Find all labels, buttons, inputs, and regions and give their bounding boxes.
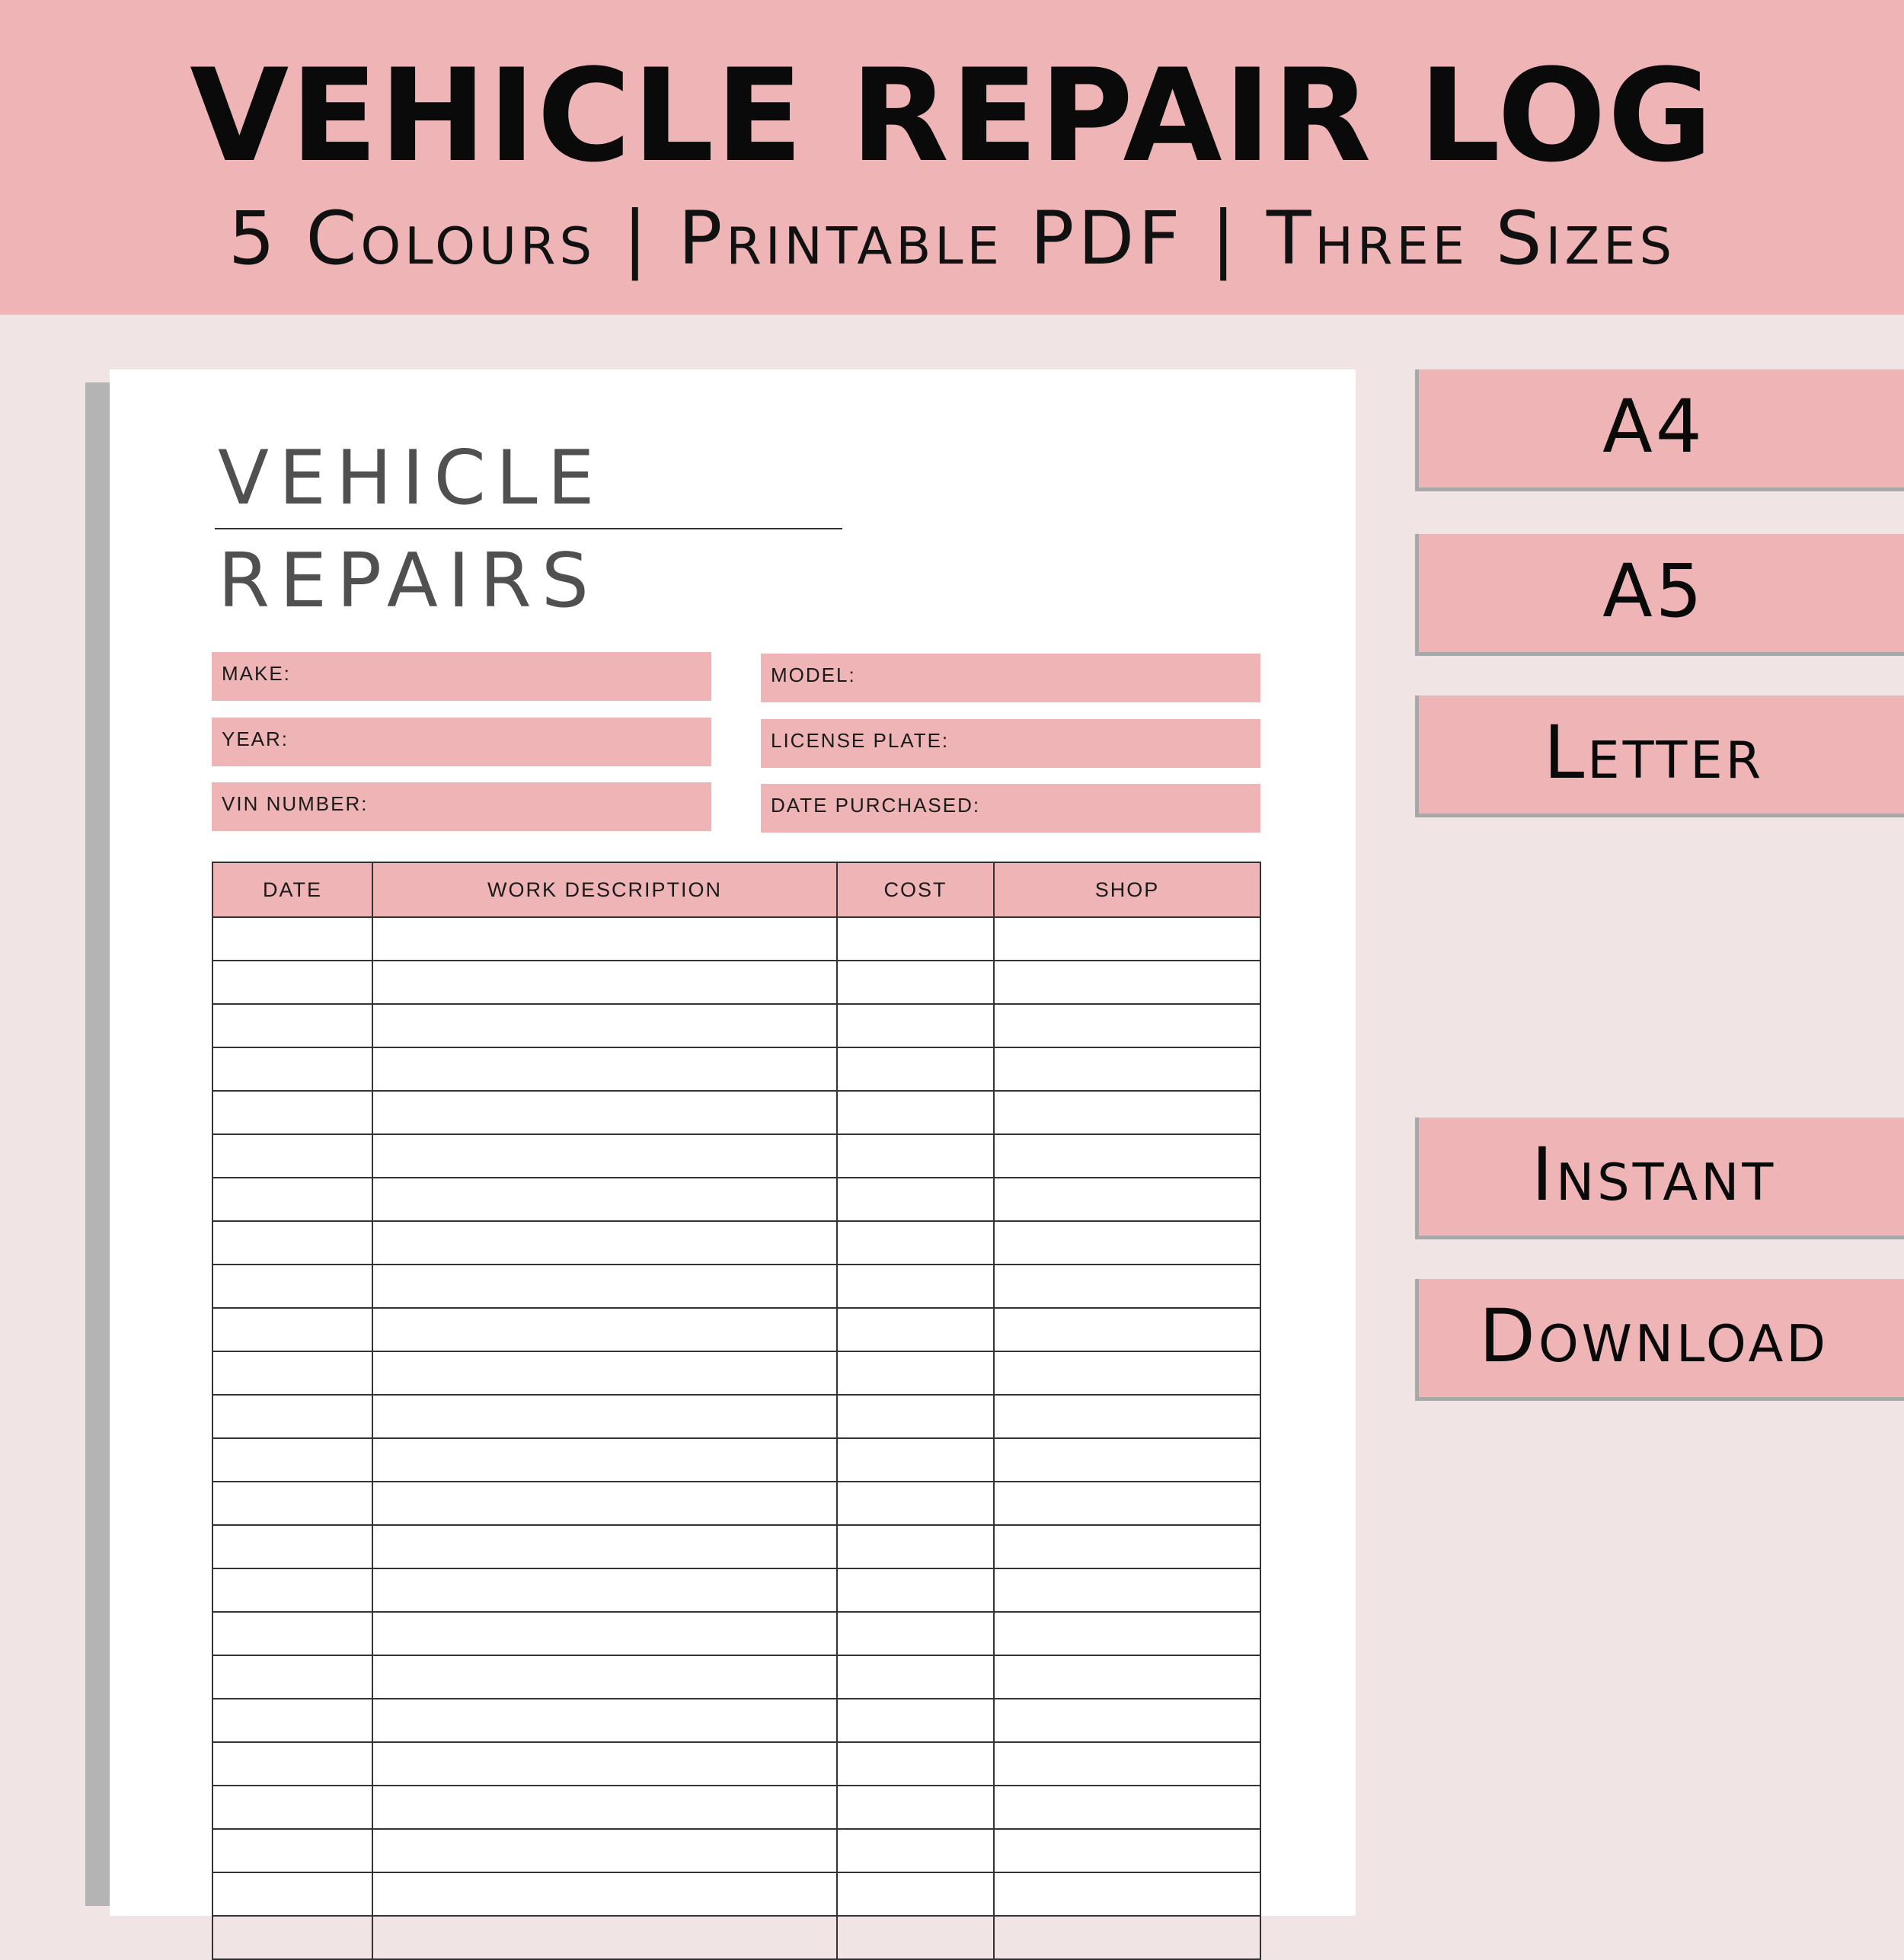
table-cell: [212, 1829, 372, 1872]
table-cell: [372, 1568, 837, 1612]
table-cell: [837, 1525, 994, 1568]
size-tag-a4: A4: [1415, 369, 1904, 491]
column-header-work-description: WORK DESCRIPTION: [372, 862, 837, 917]
date-purchased-field: DATE PURCHASED:: [761, 784, 1260, 833]
table-row: [212, 1047, 1260, 1091]
sheet-title-line1: VEHICLE: [218, 435, 605, 522]
table-cell: [212, 1742, 372, 1786]
table-cell: [372, 1178, 837, 1221]
table-cell: [372, 1395, 837, 1438]
table-cell: [994, 1568, 1260, 1612]
table-cell: [212, 1872, 372, 1916]
table-cell: [372, 1525, 837, 1568]
table-cell: [837, 1351, 994, 1395]
table-cell: [994, 1438, 1260, 1482]
table-cell: [212, 1091, 372, 1134]
table-row: [212, 1395, 1260, 1438]
table-cell: [212, 961, 372, 1004]
table-cell: [372, 1655, 837, 1699]
table-cell: [372, 1612, 837, 1655]
table-cell: [837, 1872, 994, 1916]
table-cell: [837, 1047, 994, 1091]
table-row: [212, 1265, 1260, 1308]
table-row: [212, 1438, 1260, 1482]
table-cell: [837, 1742, 994, 1786]
table-row: [212, 1742, 1260, 1786]
table-cell: [212, 1265, 372, 1308]
table-cell: [372, 1916, 837, 1959]
table-row: [212, 1699, 1260, 1742]
download-tag: Download: [1415, 1279, 1904, 1401]
table-cell: [837, 1221, 994, 1265]
table-cell: [372, 1221, 837, 1265]
table-cell: [994, 1047, 1260, 1091]
table-row: [212, 1482, 1260, 1525]
table-cell: [837, 1829, 994, 1872]
table-row: [212, 1091, 1260, 1134]
table-row: [212, 1786, 1260, 1829]
table-cell: [837, 1655, 994, 1699]
table-header-row: [212, 862, 1260, 917]
table-cell: [372, 1438, 837, 1482]
table-cell: [994, 1786, 1260, 1829]
table-cell: [372, 1351, 837, 1395]
table-cell: [837, 1786, 994, 1829]
column-header-shop: SHOP: [994, 862, 1260, 917]
table-row: [212, 1308, 1260, 1351]
table-row: [212, 1829, 1260, 1872]
table-cell: [994, 1004, 1260, 1047]
table-cell: [994, 1872, 1260, 1916]
table-cell: [837, 917, 994, 961]
table-cell: [837, 1004, 994, 1047]
table-row: [212, 1351, 1260, 1395]
table-row: [212, 1004, 1260, 1047]
table-cell: [212, 1568, 372, 1612]
table-cell: [372, 1742, 837, 1786]
table-cell: [212, 1134, 372, 1178]
table-cell: [837, 1438, 994, 1482]
table-cell: [212, 1655, 372, 1699]
table-cell: [994, 1525, 1260, 1568]
table-cell: [372, 917, 837, 961]
paper-shadow: [85, 382, 110, 1906]
table-cell: [994, 1655, 1260, 1699]
banner-subtitle: 5 Colours | Printable PDF | Three Sizes: [228, 196, 1676, 281]
column-header-cost: COST: [837, 862, 994, 917]
table-cell: [837, 1482, 994, 1525]
table-row: [212, 1612, 1260, 1655]
year-field: YEAR:: [212, 718, 711, 766]
make-field: MAKE:: [212, 652, 711, 701]
table-cell: [837, 1699, 994, 1742]
table-cell: [837, 1178, 994, 1221]
vin-number-field: VIN NUMBER:: [212, 782, 711, 831]
table-cell: [837, 961, 994, 1004]
table-cell: [372, 1047, 837, 1091]
table-row: [212, 1134, 1260, 1178]
table-cell: [372, 961, 837, 1004]
table-cell: [212, 1351, 372, 1395]
table-cell: [212, 917, 372, 961]
table-cell: [994, 917, 1260, 961]
table-cell: [837, 1308, 994, 1351]
table-cell: [212, 1308, 372, 1351]
size-tag-letter: Letter: [1415, 695, 1904, 817]
table-cell: [837, 1916, 994, 1959]
table-cell: [212, 1525, 372, 1568]
table-cell: [994, 1091, 1260, 1134]
license-plate-field: LICENSE PLATE:: [761, 719, 1260, 768]
table-cell: [212, 1699, 372, 1742]
table-cell: [837, 1612, 994, 1655]
table-cell: [212, 1482, 372, 1525]
table-row: [212, 1916, 1260, 1959]
instant-tag: Instant: [1415, 1117, 1904, 1239]
repair-log-table: [212, 862, 1261, 1960]
table-cell: [837, 1134, 994, 1178]
table-cell: [212, 1178, 372, 1221]
table-cell: [994, 1308, 1260, 1351]
header-banner: [0, 0, 1904, 315]
table-cell: [212, 1047, 372, 1091]
table-cell: [372, 1786, 837, 1829]
table-cell: [837, 1568, 994, 1612]
table-cell: [994, 1612, 1260, 1655]
table-row: [212, 961, 1260, 1004]
table-cell: [372, 1134, 837, 1178]
table-cell: [212, 1004, 372, 1047]
table-row: [212, 1872, 1260, 1916]
table-row: [212, 1655, 1260, 1699]
table-cell: [994, 1482, 1260, 1525]
table-cell: [372, 1265, 837, 1308]
table-cell: [372, 1872, 837, 1916]
table-cell: [372, 1004, 837, 1047]
table-cell: [994, 1395, 1260, 1438]
table-cell: [837, 1265, 994, 1308]
table-body: [212, 917, 1260, 1959]
table-cell: [372, 1829, 837, 1872]
table-row: [212, 1178, 1260, 1221]
table-cell: [837, 1091, 994, 1134]
table-cell: [994, 961, 1260, 1004]
table-cell: [994, 1699, 1260, 1742]
column-header-date: DATE: [212, 862, 372, 917]
table-row: [212, 917, 1260, 961]
table-cell: [372, 1308, 837, 1351]
table-cell: [994, 1351, 1260, 1395]
title-divider: [215, 528, 842, 529]
table-cell: [994, 1742, 1260, 1786]
table-cell: [994, 1829, 1260, 1872]
table-cell: [212, 1916, 372, 1959]
model-field: MODEL:: [761, 654, 1260, 702]
table-cell: [212, 1786, 372, 1829]
table-cell: [212, 1438, 372, 1482]
repair-log-sheet: [110, 369, 1356, 1916]
table-cell: [372, 1482, 837, 1525]
table-cell: [372, 1091, 837, 1134]
table-cell: [994, 1265, 1260, 1308]
table-cell: [212, 1221, 372, 1265]
table-cell: [994, 1134, 1260, 1178]
table-row: [212, 1221, 1260, 1265]
table-cell: [372, 1699, 837, 1742]
table-cell: [212, 1395, 372, 1438]
table-cell: [994, 1916, 1260, 1959]
table-row: [212, 1568, 1260, 1612]
sheet-title-line2: REPAIRS: [218, 538, 599, 625]
table-cell: [994, 1178, 1260, 1221]
table-cell: [212, 1612, 372, 1655]
size-tag-a5: A5: [1415, 534, 1904, 656]
table-cell: [994, 1221, 1260, 1265]
banner-title: VEHICLE REPAIR LOG: [190, 41, 1714, 190]
table-row: [212, 1525, 1260, 1568]
table-cell: [837, 1395, 994, 1438]
